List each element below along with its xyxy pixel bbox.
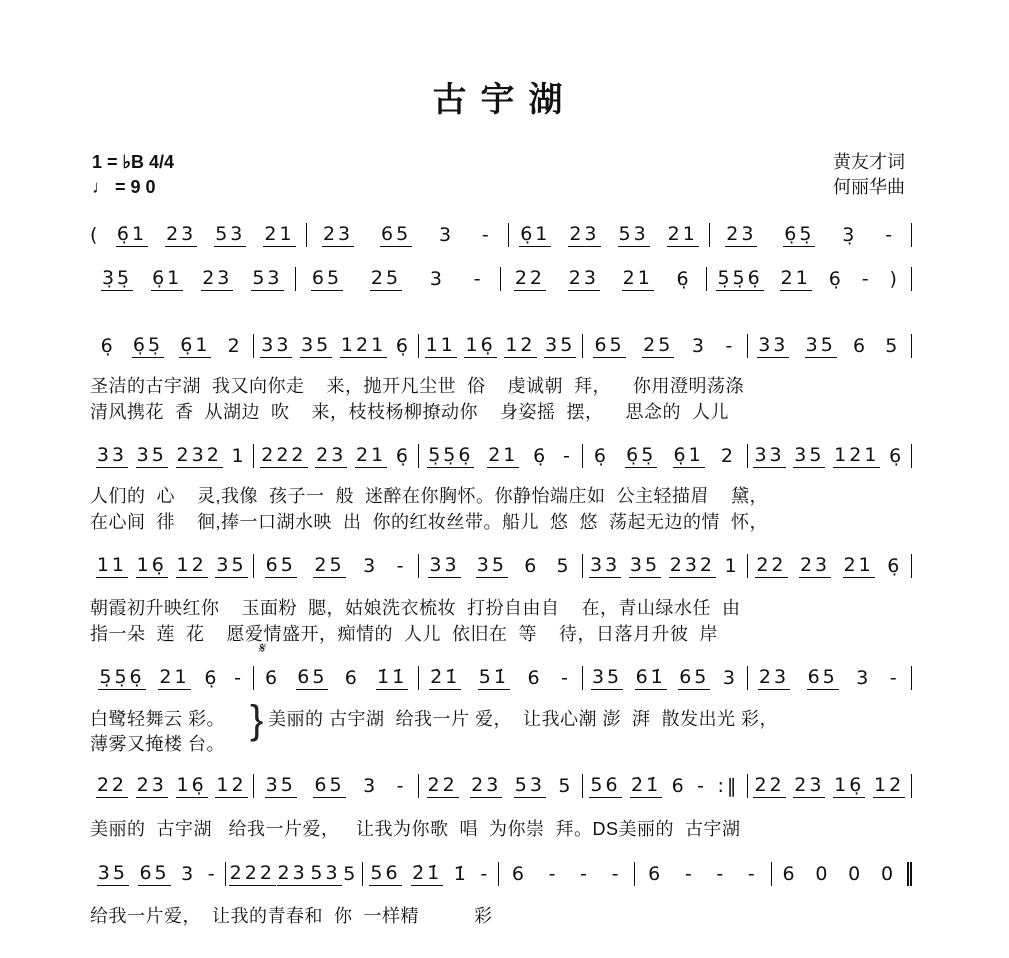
note-group: 35 bbox=[794, 444, 825, 466]
note-group: 23 bbox=[758, 666, 790, 688]
measure bbox=[419, 666, 583, 690]
note-group: 35 bbox=[265, 774, 296, 796]
note-group: 33 bbox=[261, 334, 292, 356]
measure bbox=[226, 862, 362, 886]
note-group: 222 bbox=[229, 862, 275, 884]
note-group: 53 bbox=[215, 223, 246, 245]
note-group: 35 bbox=[136, 444, 167, 466]
note-group: 6 bbox=[782, 862, 798, 885]
note-group: 23 bbox=[726, 223, 757, 245]
measure bbox=[419, 774, 583, 798]
note-group: 35 bbox=[301, 334, 332, 356]
note-group: 25 bbox=[643, 334, 674, 356]
note-group: 35 bbox=[476, 554, 507, 576]
measure bbox=[707, 267, 913, 291]
note-group: 6̣1 bbox=[180, 334, 211, 356]
chorus-lyric-line: 美丽的 古宇湖 给我一片 爱， 让我心潮 澎 湃 散发出光 彩， bbox=[268, 709, 779, 729]
note-group: 12 bbox=[176, 554, 207, 576]
note-group: - bbox=[697, 774, 708, 797]
measure bbox=[583, 334, 747, 358]
note-group: 65 bbox=[679, 666, 710, 688]
measure bbox=[772, 862, 912, 886]
note-group: 65 bbox=[380, 223, 412, 245]
note-group: 232 bbox=[669, 554, 715, 576]
note-group: 6̣ bbox=[593, 444, 609, 467]
note-group: 21 bbox=[667, 223, 698, 245]
note-group: 6̣ bbox=[676, 267, 692, 290]
repeat-paren: ( bbox=[90, 224, 98, 246]
note-group: 65 bbox=[297, 666, 328, 688]
note-group: 53 bbox=[618, 223, 649, 245]
note-group: 3 bbox=[722, 666, 738, 689]
lyric-line: 白鹭轻舞云 彩。 bbox=[90, 709, 226, 729]
note-group: 11 bbox=[96, 554, 128, 576]
lyric-line: 圣洁的古宇湖 我又向你走 来，抛开凡尘世 俗 虔诚朝 拜， 你用澄明荡涤 bbox=[90, 376, 745, 396]
note-group: 3 bbox=[363, 774, 379, 797]
measure bbox=[90, 267, 296, 291]
note-group: 6 bbox=[265, 666, 281, 689]
measure bbox=[296, 267, 502, 291]
note-group: 5 bbox=[558, 774, 574, 797]
note-group: 65 bbox=[265, 554, 296, 576]
notation-row bbox=[90, 772, 912, 800]
note-group: - bbox=[473, 267, 484, 290]
note-group: 22 bbox=[754, 774, 785, 796]
note-group: 23 bbox=[316, 444, 347, 466]
note-group: 0 bbox=[880, 862, 897, 885]
lyric-line: 薄雾又掩楼 台。 bbox=[90, 734, 226, 754]
note-group: 6̣ bbox=[395, 334, 411, 357]
note-group: 5 bbox=[556, 554, 572, 577]
note-group: - bbox=[548, 862, 559, 885]
note-group: 23 bbox=[202, 267, 233, 289]
note-group: 23 bbox=[136, 774, 167, 796]
note-group: 35 bbox=[591, 666, 623, 688]
measure bbox=[748, 334, 912, 358]
note-group: 3 bbox=[181, 862, 197, 885]
note-group: 33 bbox=[96, 444, 128, 466]
note-group: 121 bbox=[834, 444, 880, 466]
lyric-line: 朝霞初升映红你 玉面粉 腮，姑娘洗衣梳妆 打扮自由自 在，青山绿水任 由 bbox=[90, 598, 741, 618]
note-group: 3 bbox=[363, 554, 379, 577]
note-group: 21 bbox=[159, 666, 190, 688]
note-group: 6̣1 bbox=[520, 223, 551, 245]
verse-brace: } bbox=[250, 698, 264, 742]
note-group: 56 bbox=[590, 774, 621, 796]
notation-row bbox=[90, 442, 912, 470]
note-group: 65 bbox=[314, 774, 345, 796]
credits bbox=[833, 150, 905, 200]
note-group: 1 bbox=[724, 554, 740, 577]
note-group: 0 bbox=[815, 862, 831, 885]
composer: 何丽华曲 bbox=[833, 177, 905, 197]
note-group: 0 bbox=[848, 862, 864, 885]
note-group: 5̣5̣6̣ bbox=[717, 267, 763, 289]
measure bbox=[419, 554, 583, 578]
measure bbox=[363, 862, 499, 886]
note-group: - bbox=[889, 666, 900, 689]
note-group: 22 bbox=[427, 774, 458, 796]
measure bbox=[710, 223, 912, 247]
note-group: 6 bbox=[527, 666, 543, 689]
note-group: 21 bbox=[488, 444, 519, 466]
note-group: 6 bbox=[511, 862, 527, 885]
note-group: - bbox=[716, 862, 727, 885]
notation-row bbox=[90, 664, 912, 692]
note-group: 23 bbox=[568, 267, 599, 289]
measure bbox=[583, 444, 747, 468]
note-group: 6̣ bbox=[204, 666, 220, 689]
note-group: 5 bbox=[885, 334, 901, 357]
measure bbox=[90, 774, 254, 798]
note-group: - bbox=[580, 862, 590, 885]
measure bbox=[419, 334, 583, 358]
note-group: 33 bbox=[758, 334, 789, 356]
measure bbox=[254, 666, 418, 690]
note-group: 23 bbox=[471, 774, 502, 796]
note-group: 6̣5̣ bbox=[626, 444, 657, 466]
measure bbox=[748, 774, 912, 798]
note-group: 222 bbox=[261, 444, 307, 466]
note-group: 3 bbox=[856, 666, 872, 689]
note-group: :‖ bbox=[717, 774, 740, 797]
note-group: 6 bbox=[853, 334, 869, 357]
lyric-line: 清风携花 香 从湖边 吹 来，枝枝杨柳撩动你 身姿摇 摆， 思念的 人儿 bbox=[90, 402, 730, 422]
song-title: 古宇湖 bbox=[432, 80, 577, 120]
note-group: 12 bbox=[216, 774, 247, 796]
note-group: 1̇1̇ bbox=[376, 666, 408, 688]
note-group: 61̇ bbox=[635, 666, 666, 688]
note-group: 1 bbox=[231, 444, 247, 467]
note-group: 3̣5̣ bbox=[101, 267, 133, 289]
note-group: 21 bbox=[622, 267, 653, 289]
note-group: 35 bbox=[805, 334, 836, 356]
note-group: 56 bbox=[370, 862, 401, 884]
note-group: - bbox=[725, 334, 736, 357]
measure bbox=[748, 444, 912, 468]
lyric-line: 美丽的 古宇湖 给我一片爱， 让我为你歌 唱 为你崇 拜。DS美丽的 古宇湖 bbox=[90, 819, 741, 839]
note-group: 2̇1̇ bbox=[631, 774, 662, 796]
note-group: 35 bbox=[545, 334, 576, 356]
note-group: 6̣ bbox=[889, 444, 905, 467]
measure bbox=[499, 862, 635, 886]
note-group: 5̣5̣6̣ bbox=[428, 444, 474, 466]
note-group: 16̣ bbox=[136, 554, 167, 576]
note-group: 6 bbox=[648, 862, 664, 885]
note-group: - bbox=[396, 774, 407, 797]
note-group: 2̇1̇ bbox=[430, 666, 461, 688]
note-group: 35 bbox=[216, 554, 247, 576]
note-group: 25 bbox=[314, 554, 345, 576]
note-group: 11 bbox=[425, 334, 456, 356]
measure bbox=[501, 267, 707, 291]
note-group: 6̣5̣ bbox=[784, 223, 815, 245]
note-group: 6̣1 bbox=[116, 223, 148, 245]
notation-row bbox=[90, 332, 912, 360]
note-group: - bbox=[207, 862, 218, 885]
note-group: 16̣ bbox=[465, 334, 496, 356]
note-group: 65 bbox=[807, 666, 838, 688]
measure bbox=[307, 223, 509, 247]
note-group: 65 bbox=[311, 267, 343, 289]
note-group: 5 bbox=[343, 862, 359, 885]
note-group: 33 bbox=[429, 554, 460, 576]
note-group: 121 bbox=[340, 334, 387, 356]
measure bbox=[254, 334, 418, 358]
note-group: 23 bbox=[166, 223, 197, 245]
note-group: - bbox=[684, 862, 695, 885]
note-group: 3 bbox=[429, 267, 445, 290]
note-group: - bbox=[481, 223, 492, 246]
measure bbox=[90, 666, 254, 690]
lyric-line-clipped: 给我一片爱， 让我的青春和 你 一样精 彩 bbox=[90, 906, 493, 926]
note-group: 3 bbox=[439, 223, 455, 246]
note-group: 6̣ bbox=[887, 554, 903, 577]
note-group: 33 bbox=[590, 554, 621, 576]
note-group: 53 bbox=[310, 862, 341, 884]
key-signature: 1 = ♭B 4/4 bbox=[92, 152, 175, 172]
note-group: 65 bbox=[139, 862, 170, 884]
note-group: 22 bbox=[514, 267, 546, 289]
note-group: 21 bbox=[264, 223, 295, 245]
note-group: - bbox=[561, 666, 571, 689]
measure bbox=[748, 666, 912, 690]
note-group: 35 bbox=[97, 862, 128, 884]
measure bbox=[105, 223, 307, 247]
note-group: 22 bbox=[96, 774, 128, 796]
note-group: 51̇ bbox=[478, 666, 509, 688]
note-group: 16̣ bbox=[834, 774, 865, 796]
note-group: 65 bbox=[594, 334, 625, 356]
notation-row bbox=[90, 265, 912, 293]
note-group: 21 bbox=[843, 554, 874, 576]
notation-row bbox=[90, 221, 912, 249]
note-group: 1̇ bbox=[453, 862, 469, 885]
measure bbox=[583, 554, 747, 578]
note-group: - bbox=[611, 862, 622, 885]
note-group: 23 bbox=[277, 862, 308, 884]
note-group: 16̣ bbox=[176, 774, 207, 796]
note-group: 35 bbox=[629, 554, 661, 576]
note-group: 12 bbox=[873, 774, 905, 796]
note-group: 3̣ bbox=[842, 223, 858, 246]
note-group: 2 bbox=[227, 334, 243, 357]
lyricist: 黄友才词 bbox=[833, 152, 905, 172]
note-group: - bbox=[747, 862, 758, 885]
lyric-line: 在心间 徘 徊,捧一口湖水映 出 你的红妆丝带。船儿 悠 悠 荡起无边的情 怀， bbox=[90, 512, 769, 532]
notation-row bbox=[90, 552, 912, 580]
segno-sign: 𝄋 bbox=[258, 640, 265, 657]
measure bbox=[254, 444, 418, 468]
note-group: 6̣1 bbox=[152, 267, 183, 289]
measure bbox=[509, 223, 711, 247]
note-group: 6̣5̣ bbox=[132, 334, 164, 356]
note-group: 21 bbox=[780, 267, 811, 289]
lyric-line: 指一朵 莲 花 愿爱情盛开，痴情的 人儿 依旧在 等 待，日落月升彼 岸 bbox=[90, 624, 719, 644]
measure bbox=[90, 334, 254, 358]
note-group: 6̣ bbox=[395, 444, 411, 467]
note-group: - bbox=[861, 267, 872, 290]
note-group: - bbox=[234, 666, 245, 689]
note-group: - bbox=[396, 554, 407, 577]
note-group: 23 bbox=[799, 554, 831, 576]
note-group: 6̣ bbox=[100, 334, 116, 357]
measure bbox=[748, 554, 912, 578]
measure bbox=[90, 444, 254, 468]
measure bbox=[254, 774, 418, 798]
notation-row bbox=[90, 860, 912, 888]
note-group: 53 bbox=[252, 267, 283, 289]
note-group: - bbox=[885, 223, 896, 246]
measure bbox=[419, 444, 583, 468]
note-group: 2 bbox=[720, 444, 736, 467]
note-group: 23 bbox=[794, 774, 825, 796]
note-group: 53 bbox=[514, 774, 545, 796]
note-group: - bbox=[480, 862, 491, 885]
note-group: ) bbox=[889, 267, 900, 290]
measure bbox=[90, 862, 226, 886]
note-group: 6̣ bbox=[828, 267, 844, 290]
note-group: 22 bbox=[756, 554, 787, 576]
measure bbox=[583, 666, 747, 690]
note-group: - bbox=[562, 444, 573, 467]
note-group: 6 bbox=[344, 666, 360, 689]
tempo-marking: ♩ = 9 0 bbox=[92, 177, 156, 197]
note-group: 6̣1 bbox=[673, 444, 704, 466]
note-group: 23 bbox=[569, 223, 600, 245]
note-group: 25 bbox=[370, 267, 402, 289]
note-group: 2̇1̇ bbox=[412, 862, 443, 884]
lyric-line: 人们的 心 灵,我像 孩子一 般 迷醉在你胸怀。你静怡端庄如 公主轻描眉 黛， bbox=[90, 486, 769, 506]
note-group: 6̣ bbox=[533, 444, 549, 467]
measure bbox=[254, 554, 418, 578]
note-group: 6 bbox=[671, 774, 687, 797]
note-group: 232 bbox=[176, 444, 222, 466]
note-group: 23 bbox=[322, 223, 354, 245]
measure bbox=[583, 774, 747, 798]
note-group: 33 bbox=[754, 444, 785, 466]
note-group: 6 bbox=[524, 554, 540, 577]
measure bbox=[90, 554, 254, 578]
measure bbox=[635, 862, 771, 886]
note-group: 5̣5̣6̣ bbox=[99, 666, 145, 688]
note-group: 3 bbox=[691, 334, 707, 357]
note-group: 12 bbox=[505, 334, 536, 356]
note-group: 21 bbox=[356, 444, 387, 466]
